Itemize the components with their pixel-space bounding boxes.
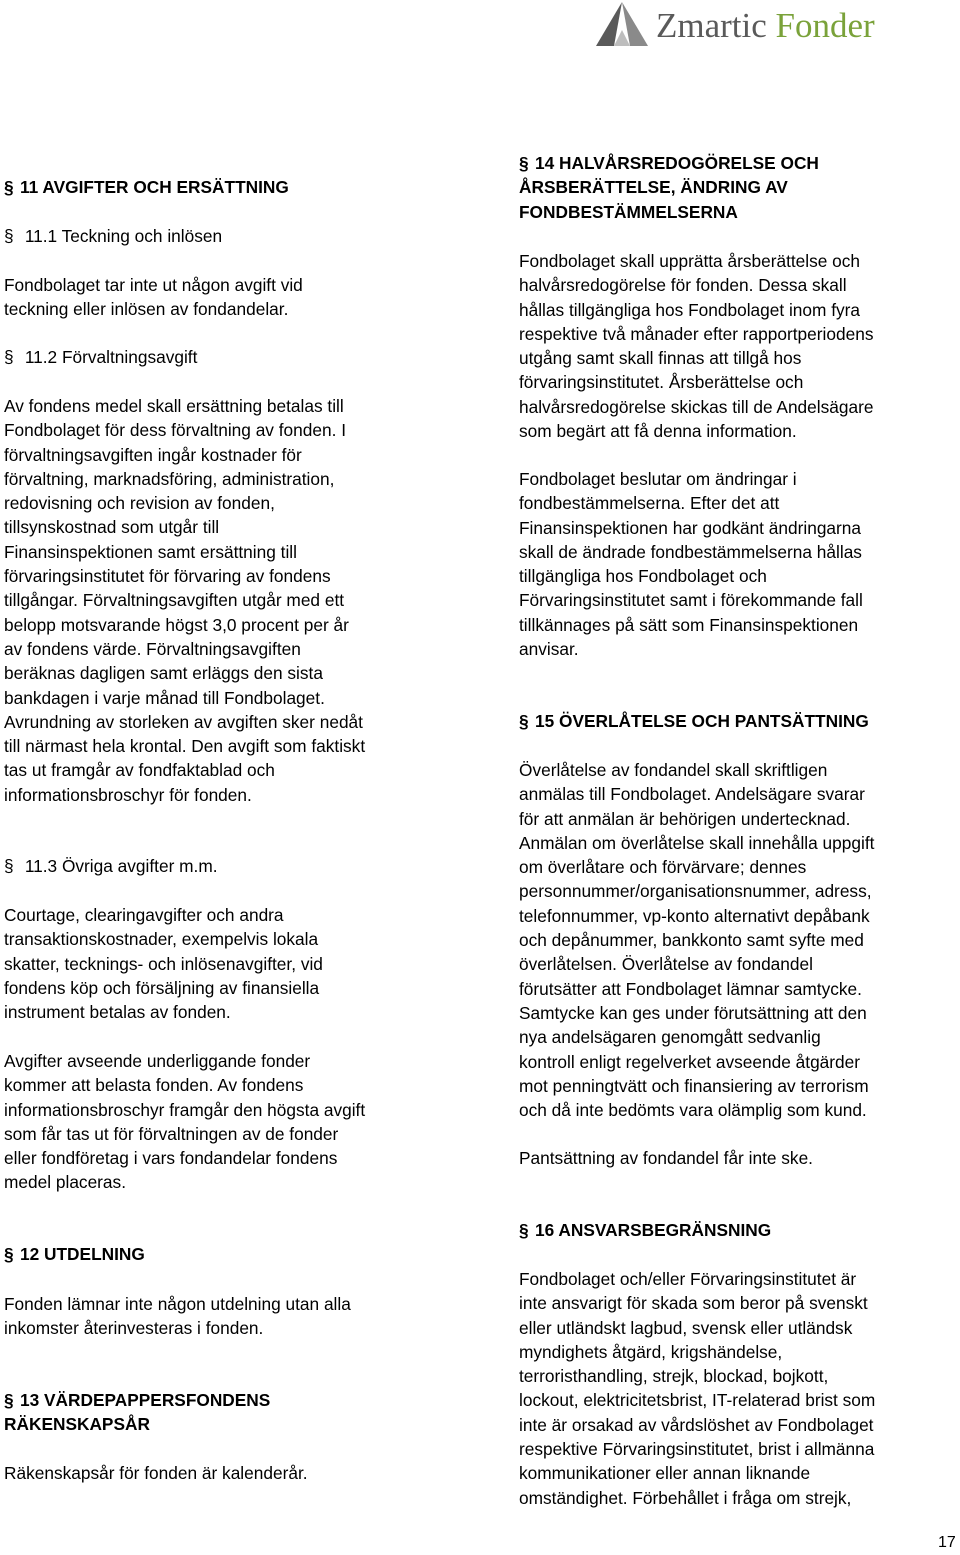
- logo-mark-icon: [592, 0, 652, 50]
- section-symbol: §: [4, 347, 14, 367]
- heading-11-3-text: 11.3 Övriga avgifter m.m.: [24, 856, 218, 876]
- section-symbol: §: [4, 856, 14, 876]
- section-symbol: §: [4, 177, 14, 197]
- heading-12-text: 12 UTDELNING: [20, 1244, 145, 1264]
- paragraph-14b: Fondbolaget beslutar om ändringar i fondbestämmelserna. Efter det att Finansinspektionen har godkänt ändringarna skall de ändrade fondbestämmelserna hållas tillgängliga hos Fondbolaget och Förvaringsinstitutet samt i förekommande fall tillkännages på sätt som Finansinspektionen anvisar.: [519, 469, 863, 660]
- logo-wordmark: [656, 6, 875, 46]
- section-symbol: §: [4, 1244, 14, 1264]
- heading-11-2-text: 11.2 Förvaltningsavgift: [24, 347, 198, 367]
- heading-11-3: [4, 854, 218, 878]
- section-symbol: §: [519, 711, 529, 731]
- heading-15: [519, 709, 869, 733]
- paragraph-11-1: Fondbolaget tar inte ut någon avgift vid teckning eller inlösen av fondandelar.: [4, 275, 303, 320]
- heading-11-1: [4, 224, 222, 248]
- heading-16-text: 16 ANSVARSBEGRÄNSNING: [535, 1220, 772, 1240]
- heading-11-text: 11 AVGIFTER OCH ERSÄTTNING: [20, 177, 289, 197]
- paragraph-11-3a: Courtage, clearingavgifter och andra transaktionskostnader, exempelvis lokala skatter, tecknings- och inlösenavgifter, vid fondens köp och försäljning av finansiella instrument betalas av fonden.: [4, 905, 323, 1023]
- page-number: 17: [938, 1534, 956, 1551]
- heading-12: [4, 1242, 145, 1266]
- heading-14: [519, 151, 819, 224]
- paragraph-15a: Överlåtelse av fondandel skall skriftligen anmälas till Fondbolaget. Andelsägare svarar för att anmälan är behörigen undertecknad. Anmälan om överlåtelse skall innehålla uppgift om överlåtare och förvärvare; dennes personnummer/organisationsnummer, adress, telefonnummer, vp-konto alternativt depåbank och depånummer, bankkonto samt syfte med överlåtelsen. Överlåtelse av fondandel förutsätter att Fondbolaget lämnar samtycke. Samtycke kan ges under förutsättning att den nya andelsägaren genomgått sedvanlig kontroll enligt regelverket avseende åtgärder mot penningtvätt och finansiering av terrorism och då inte bedömts vara olämplig som kund.: [519, 760, 875, 1121]
- heading-14-text: 14 HALVÅRSREDOGÖRELSE OCH ÅRSBERÄTTELSE, ÄNDRING AV FONDBESTÄMMELSERNA: [519, 153, 819, 222]
- paragraph-14a: Fondbolaget skall upprätta årsberättelse och halvårsredogörelse för fonden. Dessa skall hållas tillgängliga hos Fondbolaget inom fyra respektive två månader efter rapportperiodens utgång samt skall finnas att tillgå hos förvaringsinstitutet. Årsberättelse och halvårsredogörelse skickas till de Andelsägare som begärt att få denna information.: [519, 251, 874, 442]
- section-symbol: §: [519, 1220, 529, 1240]
- heading-11-2: [4, 345, 197, 369]
- section-symbol: §: [519, 153, 529, 173]
- heading-13-text: 13 VÄRDEPAPPERSFONDENS RÄKENSKAPSÅR: [4, 1390, 271, 1435]
- heading-13: [4, 1388, 270, 1437]
- paragraph-12: Fonden lämnar inte någon utdelning utan alla inkomster återinvesteras i fonden.: [4, 1294, 351, 1339]
- heading-11: [4, 175, 289, 199]
- section-symbol: §: [4, 226, 14, 246]
- paragraph-11-2: Av fondens medel skall ersättning betalas till Fondbolaget för dess förvaltning av fonden. I förvaltningsavgiften ingår kostnader för förvaltning, marknadsföring, administration, redovisning och revision av fonden, tillsynskostnad som utgår till Finansinspektionen samt ersättning till förvaringsinstitutet för förvaring av fondens tillgångar. Förvaltningsavgiften utgår med ett belopp motsvarande högst 3,0 procent per år av fondens värde. Förvaltningsavgiften beräknas dagligen samt erläggs den sista bankdagen i varje månad till Fondbolaget. Avrundning av storleken av avgiften sker nedåt till närmast hela krontal. Den avgift som faktiskt tas ut framgår av fondfaktablad och informationsbroschyr för fonden.: [4, 396, 366, 805]
- company-logo: [592, 0, 932, 52]
- section-symbol: §: [4, 1390, 14, 1410]
- heading-15-text: 15 ÖVERLÅTELSE OCH PANTSÄTTNING: [535, 711, 869, 731]
- logo-word-zmartic: Zmartic: [656, 6, 767, 45]
- paragraph-11-3b: Avgifter avseende underliggande fonder kommer att belasta fonden. Av fondens informationsbroschyr framgår den högsta avgift som får tas ut för förvaltningen av de fonder eller fondföretag i vars fondandelar fondens medel placeras.: [4, 1051, 366, 1193]
- logo-word-fonder: Fonder: [775, 6, 875, 45]
- paragraph-13: Räkenskapsår för fonden är kalenderår.: [4, 1463, 308, 1483]
- heading-11-1-text: 11.1 Teckning och inlösen: [24, 226, 223, 246]
- paragraph-15b: Pantsättning av fondandel får inte ske.: [519, 1148, 813, 1168]
- heading-16: [519, 1218, 771, 1242]
- paragraph-16: Fondbolaget och/eller Förvaringsinstitutet är inte ansvarigt för skada som beror på svenskt eller utländskt lagbud, svensk eller utländsk myndighets åtgärd, krigshändelse, terroristhandling, strejk, blockad, bojkott, lockout, elektricitetsbrist, IT-relaterad brist som inte är orsakad av vårdslöshet av Fondbolaget respektive Förvaringsinstitutet, brist i allmänna kommunikationer eller annan liknande omständighet. Förbehållet i fråga om strejk,: [519, 1269, 876, 1508]
